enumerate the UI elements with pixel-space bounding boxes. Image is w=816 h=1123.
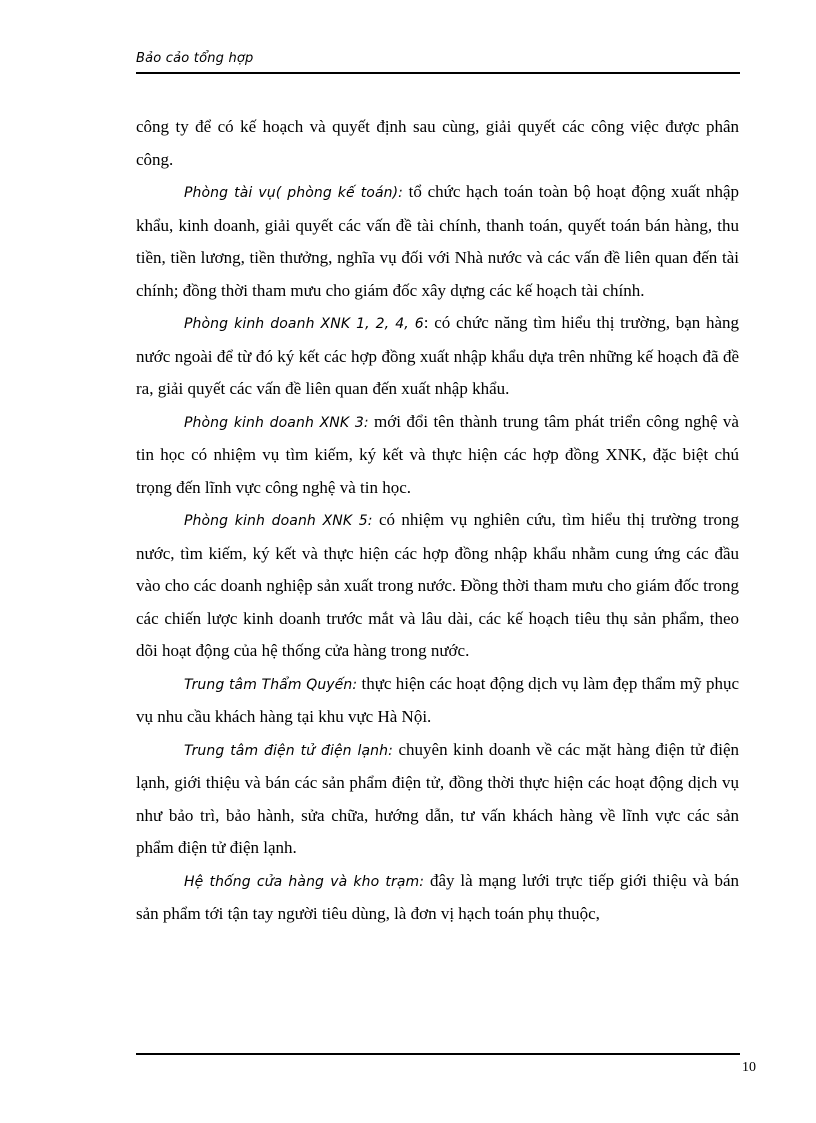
paragraph-lead: Phòng tài vụ( phòng kế toán): (184, 185, 403, 201)
paragraph-text: có nhiệm vụ nghiên cứu, tìm hiểu thị trường trong nước, tìm kiếm, ký kết và thực hiện các hợp đồng nhập khẩu nhằm cung ứng các đầu vào cho các doanh nghiệp sản xuất trong nước. Đồng thời tham mưu cho giám đốc trong các chiến lược kinh doanh trước mắt và lâu dài, các kế hoạch tiêu thụ sản phẩm, theo dõi hoạt động của hệ thống cửa hàng trong nước. (136, 510, 740, 660)
paragraph-trung-tam-tham-quyen (136, 668, 739, 734)
header-title: Bảo cảo tổng hợp (136, 51, 254, 66)
paragraph-trung-tam-dien-tu-dien-lanh (136, 734, 739, 865)
paragraph-text: chuyên kinh doanh về các mặt hàng điện tử điện lạnh, giới thiệu và bán các sản phẩm điện tử, đồng thời thực hiện các hoạt động dịch vụ như bảo trì, bảo hành, sửa chữa, hướng dẫn, tư vấn khách hàng về lĩnh vực các sản phẩm điện tử điện lạnh. (136, 739, 739, 857)
paragraph-text: đây là mạng lưới trực tiếp giới thiệu và bán sản phẩm tới tận tay người tiêu dùng, là đơn vị hạch toán phụ thuộc, (136, 870, 739, 923)
paragraph-lead: Phòng kinh doanh XNK 1, 2, 4, 6 (184, 316, 424, 332)
paragraph-lead: Hệ thống cửa hàng và kho trạm: (184, 873, 425, 890)
paragraph-continuation (136, 111, 739, 176)
paragraph-he-thong-cua-hang (136, 865, 739, 931)
paragraph-lead: Trung tâm điện tử điện lạnh: (184, 742, 393, 759)
paragraph-phong-tai-vu (136, 176, 739, 307)
document-body (136, 111, 739, 931)
paragraph-lead: Phòng kinh doanh XNK 5: (184, 513, 373, 529)
paragraph-phong-kinh-doanh-xnk-5 (136, 504, 739, 668)
paragraph-lead: Phòng kinh doanh XNK 3: (184, 414, 369, 431)
paragraph-lead: Trung tâm Thẩm Quyến: (184, 676, 358, 693)
paragraph-text: mới đổi tên thành trung tâm phát triển công nghệ và tin học có nhiệm vụ tìm kiếm, ký kết và thực hiện các hợp đồng XNK, đặc biệt chú trọng đến lĩnh vực công nghệ và tin học. (136, 411, 739, 497)
page-number: 10 (742, 1060, 756, 1075)
page-header (136, 48, 740, 74)
paragraph-phong-kinh-doanh-xnk-3 (136, 406, 739, 505)
paragraph-text: công ty để có kế hoạch và quyết định sau cùng, giải quyết các công việc được phân công. (136, 117, 739, 169)
footer-rule (136, 1053, 740, 1055)
paragraph-text: thực hiện các hoạt động dịch vụ làm đẹp thẩm mỹ phục vụ nhu cầu khách hàng tại khu vực Hà Nội. (136, 673, 739, 726)
paragraph-text: : có chức năng tìm hiểu thị trường, bạn hàng nước ngoài để từ đó ký kết các hợp đồng xuất nhập khẩu dựa trên những kế hoạch đã đề ra, giải quyết các vấn đề liên quan đến xuất nhập khẩu. (136, 313, 739, 398)
paragraph-text: tổ chức hạch toán toàn bộ hoạt động xuất nhập khẩu, kinh doanh, giải quyết các vấn đề tài chính, thanh toán, quyết toán bán hàng, thu tiền, tiền lương, tiền thưởng, nghĩa vụ đối với Nhà nước và các vấn đề liên quan đến tài chính; đồng thời tham mưu cho giám đốc xây dựng các kế hoạch tài chính. (136, 182, 739, 300)
paragraph-phong-kinh-doanh-xnk-1246 (136, 307, 739, 406)
